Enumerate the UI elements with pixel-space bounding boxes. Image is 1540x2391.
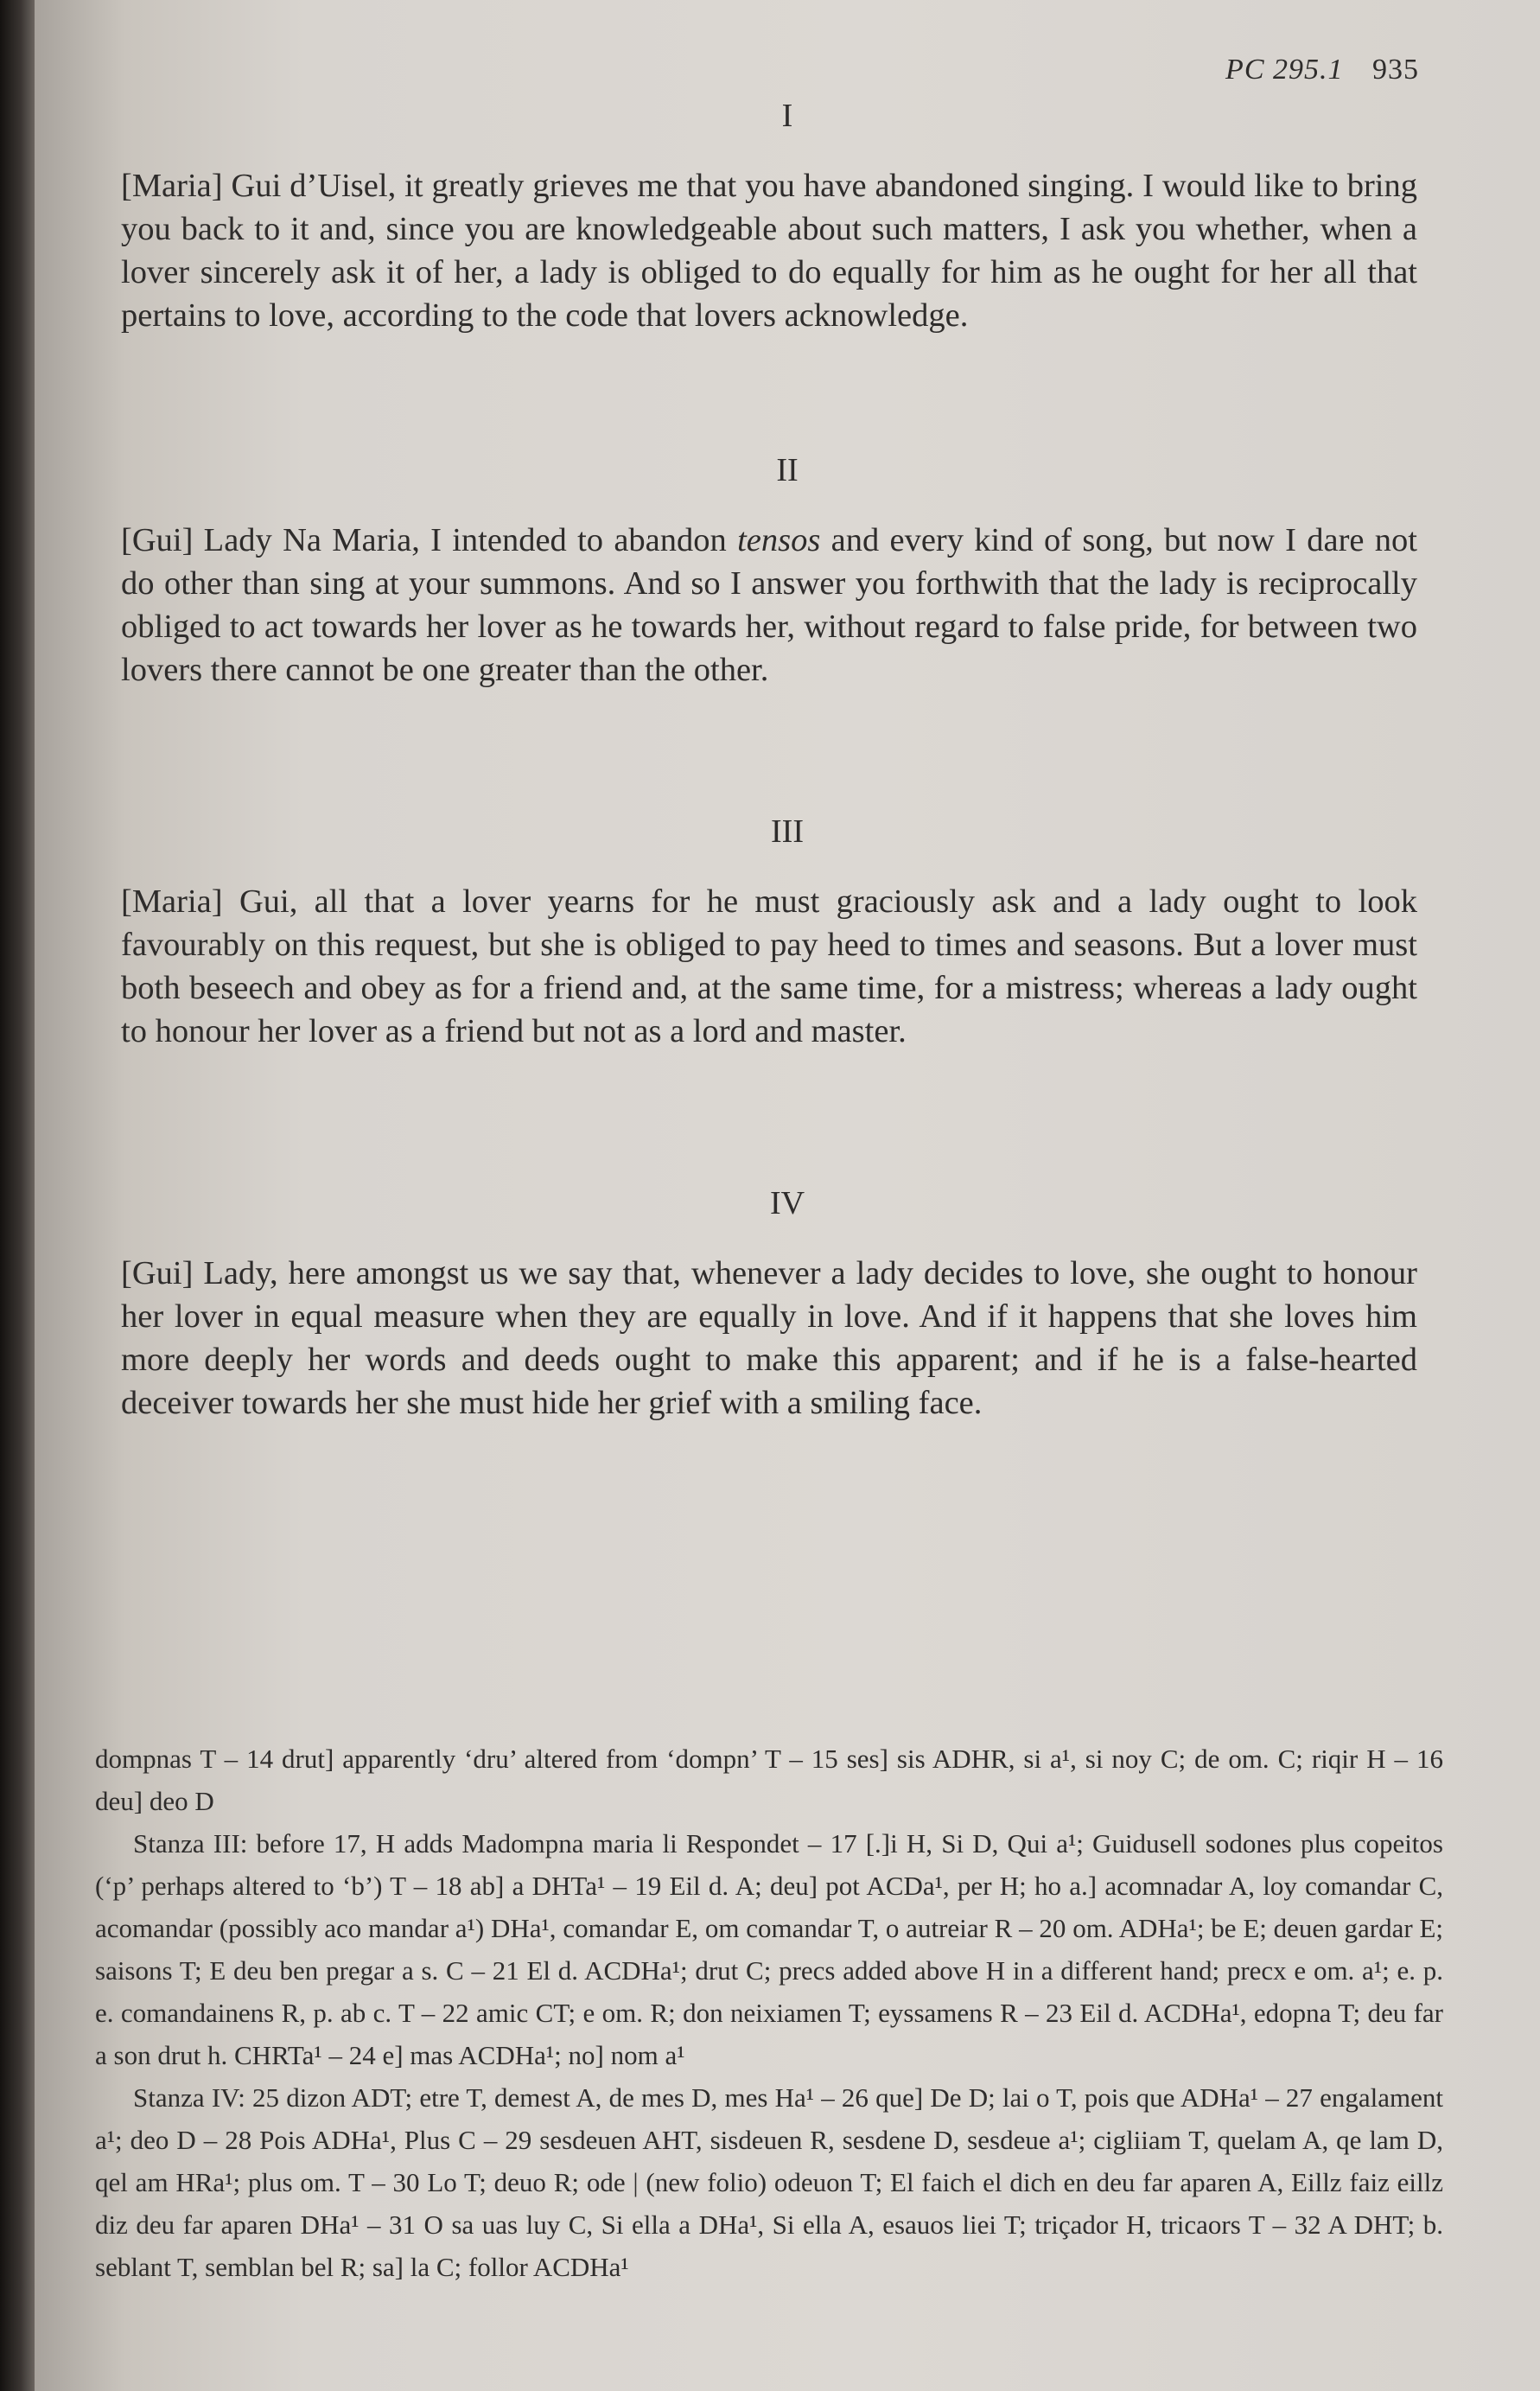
apparatus-stanza-4: Stanza IV: 25 dizon ADT; etre T, demest A, de mes D, mes Ha¹ – 26 que] De D; lai o T, pois que ADHa¹ – 27 engalament a¹; deo D – 28 Pois ADHa¹, Plus C – 29 sesdeuen AHT, sisdeuen R, sesdene D, sesdeue a¹; cigliiam T, quelam A, qe lam D, qel am HRa¹; plus om. T – 30 Lo T; deuo R; ode | (new folio) odeuon T; El faich el dich en deu far aparen A, Eillz faiz eillz diz deu far aparen DHa¹ – 31 O sa uas luy C, Si ella a DHa¹, Si ella A, esauos liei T; triçador H, tricaors T – 32 A DHT; b. seblant T, semblan bel R; sa] la C; follor ACDHa¹ xyxy=(95,2082,1443,2282)
stanza-text-2-end: and every kind of song, but now I dare not do other than sing at your summons. And so I answer you forthwith that the lady is reciprocally obliged to act towards her lover as he towards her, without regard to false pride, for between two lovers there cannot be one greater than the other. xyxy=(121,522,1418,688)
stanza-numeral-4: IV xyxy=(769,1185,805,1221)
stanza-numeral-1: I xyxy=(781,98,793,134)
stanza-numeral-3: III xyxy=(771,813,804,850)
apparatus-line-1: dompnas T – 14 drut] apparently ‘dru’ altered from ‘dompn’ T – 15 ses] sis ADHR, si a¹, si noy C; de om. C; riqir H – 16 deu] deo D xyxy=(95,1744,1443,1816)
running-head xyxy=(1225,54,1419,86)
stanza-text-2-start: [Gui] Lady Na Maria, I intended to abandon xyxy=(121,522,738,558)
stanza-text-4: [Gui] Lady, here amongst us we say that, whenever a lady decides to love, she ought to honour her lover in equal measure when they are equally in love. And if it happens that she loves him more deeply her words and deeds ought to make this apparent; and if he is a false-hearted deceiver towards her she must hide her grief with a smiling face. xyxy=(121,1255,1417,1421)
page-number: 935 xyxy=(1372,54,1419,86)
stanza-numeral-2: II xyxy=(776,452,799,488)
poem-reference: PC 295.1 xyxy=(1225,54,1344,86)
stanza-text-3: [Maria] Gui, all that a lover yearns for he must graciously ask and a lady ought to look favourably on this request, but she is obliged to pay heed to times and seasons. But a lover must both beseech and obey as for a friend and, at the same time, for a mistress; whereas a lady ought to honour her lover as a friend but not as a lord and master. xyxy=(121,883,1417,1049)
stanza-text-2-italic: tensos xyxy=(737,522,821,558)
stanza-text-1: [Maria] Gui d’Uisel, it greatly grieves me that you have abandoned singing. I would like to bring you back to it and, since you are knowledgeable about such matters, I ask you whether, when a lover sincerely ask it of her, a lady is obliged to do equally for him as he ought for her all that pertains to love, according to the code that lovers acknowledge. xyxy=(121,168,1417,334)
book-spine-shadow xyxy=(0,0,35,2391)
apparatus-stanza-3: Stanza III: before 17, H adds Madompna maria li Respondet – 17 [.]i H, Si D, Qui a¹; Guidusell sodones plus copeitos (‘p’ perhaps altered to ‘b’) T – 18 ab] a DHTa¹ – 19 Eil d. A; deu] pot ACDa¹, per H; ho a.] acomnadar A, loy comandar C, acomandar (possibly aco mandar a¹) DHa¹, comandar E, om comandar T, o autreiar R – 20 om. ADHa¹; be E; deuen gardar E; saisons T; E deu ben pregar a s. C – 21 El d. ACDHa¹; drut C; precs added above H in a different hand; precx e om. a¹; e. p. e. comandainens R, p. ab c. T – 22 amic CT; e om. R; don neixiamen T; eyssamens R – 23 Eil d. ACDHa¹, edopna T; deu far a son drut h. CHRTa¹ – 24 e] mas ACDHa¹; no] nom a¹ xyxy=(95,1828,1443,2070)
book-page xyxy=(35,0,1540,2391)
critical-apparatus xyxy=(95,1737,1443,2288)
stanza-text-2 xyxy=(121,519,1417,692)
